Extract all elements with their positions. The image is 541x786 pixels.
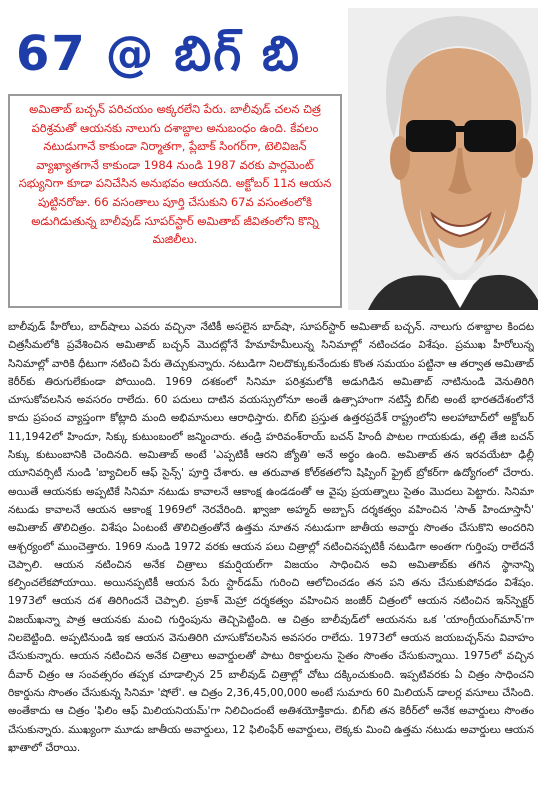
intro-box: అమితాబ్ బచ్చన్ పరిచయం అక్కరలేని పేరు. బాలీవుడ్ చలన చిత్ర పరిశ్రమతో ఆయనకు నాలుగు దశాబ్దాల అనుబంధం ఉంది. కేవలం నటుడుగానే కాకుండా నిర్మాతగా, ప్లేబాక్ సింగర్‌గా, టెలివిజన్ వ్యాఖ్యాతగానే కాకుండా 1984 నుండి 1987 వరకు పార్లమెంట్ సభ్యునిగా కూడా పనిచేసిన అనుభవం ఆయనది. అక్టోబర్ 11న ఆయన పుట్టినరోజు. 66 వసంతాలు పూర్తి చేసుకుని 67వ వసంతంలోకి అడుగిడుతున్న బాలీవుడ్ సూపర్‌స్టార్ అమితాబ్ జీవితంలోని కొన్ని మజిలీలు.	[8, 94, 342, 308]
article-body: బాలీవుడ్ హీరోలు, బాద్‌షాలు ఎవరు వచ్చినా నేటికీ అసలైన బాద్‌షా, సూపర్‌స్టార్ అమితాబ్ బచ్చన్. నాలుగు దశాబ్దాల కిందట చిత్రసీమలోకి ప్రవేశించిన అమితాబ్ బచ్చన్ మొదట్లోనే హేమాహేమీలున్న సినిమాల్లో నటించడం విశేషం. ప్రముఖ హీరోలున్న సినిమాల్లో వారికి ధీటుగా నటించి పేరు తెచ్చుకున్నారు. నటుడిగా నిలదొక్కుకునేందుకు కొంత సమయం పట్టినా ఆ తర్వాత అమితాబ్ కెరీర్‌కు తిరుగులేకుండా పోయింది. 1969 దశకంలో సినిమా పరిశ్రమలోకి అడుగిడిన అమితాబ్ నాటినుండి వెనుతిరిగి చూసుకోవలసిన అవసరం రాలేదు. 60 పదులు దాటిన వయస్సులోనూ అంతే ఉత్సాహంగా నటిస్తే బిగ్‌బి అంటే భారతదేశంలోనే కాదు ప్రపంచ వ్యాప్తంగా కోట్లాది మంది అభిమానులు ఆరాధిస్తారు. బిగ్‌బి ప్రస్తుత ఉత్తరప్రదేశ్ రాష్ట్రంలోని అలహాబాద్‌లో అక్టోబర్ 11,1942లో హిందూ, సిక్కు కుటుంబంలో జన్మించారు. తండ్రి హరివంశ్‌రాయ్ బచన్ హిందీ పాటల గాయకుడు, తల్లి తేజి బచన్ సిక్కు కుటుంబానికి చెందినది. అమితాబ్ అంటే 'ఎప్పటికీ ఆరని జ్యోతి' అనే అర్థం ఉంది. అమితాబ్ తన ఇరవయేటా ఢిల్లీ యూనివర్సిటీ నుండి 'బ్యాచిలర్ ఆఫ్ సైన్స్' పూర్తి చేశారు. ఆ తరువాత కోల్‌కతలోని షిప్పింగ్ ఫ్రైట్ బ్రోకర్‌గా ఉద్యోగంలో చేరారు. అయితే ఆయనకు అప్పటికే సినిమా నటుడు కావాలనే ఆకాంక్ష ఉండడంతో ఆ వైపు ప్రయత్నాలు సైతం మొదలు పెట్టారు. సినిమా నటుడు కావాలనే ఆయన ఆకాంక్ష 1969లో నెరవేరింది. ఖ్వాజా అహ్మద్ అబ్బాస్ దర్శకత్వం వహించిన 'సాత్ హిందూస్తానీ' అమితాబ్ తొలిచిత్రం. విశేషం ఏంటంటే తొలిచిత్రంతోనే ఉత్తమ నూతన నటుడుగా జాతీయ అవార్డు సొంతం చేసుకొని అందరిని ఆశ్చర్యంలో ముంచెత్తారు. 1969 నుండి 1972 వరకు ఆయన పలు చిత్రాల్లో నటించినప్పటికీ నటుడిగా అంతగా గుర్తింపు రాలేదనే చెప్పాలి. ఆయన నటించిన అనేక చిత్రాలు కమర్షియల్‌గా విజయం సాధించిన అవి అమితాబ్‌కు తగిన స్థానాన్ని కల్పించలేకపోయాయి. అయినప్పటికీ ఆయన పేరు స్టార్‌డమ్ గురించి ఆలోచించడం తన పని తను చేసుకుపోవడం విశేషం. 1973లో ఆయన దశ తిరిగిందనే చెప్పాలి. ప్రకాశ్ మెహ్రా దర్శకత్వం వహించిన జంజీర్ చిత్రంలో ఆయన నటించిన ఇన్‌స్పెక్టర్ విజయ్‌ఖన్నా పాత్ర ఆయనకు మంచి గుర్తింపును తెచ్చిపెట్టింది. ఆ చిత్రం బాలీవుడ్‌లో ఆయనను ఒక 'యాంగ్రీయంగ్‌మాన్'గా నిలబెట్టింది. అప్పటినుండి ఇక ఆయన వెనుతిరిగి చూసుకోవలసిన అవసరం రాలేదు. 1973లో ఆయన జయబచ్చన్‌ను వివాహం చేసుకున్నారు. ఆయన నటించిన అనేక చిత్రాలు అవార్డులతో పాటు రికార్డులను సైతం సొంతం చేసుకున్నాయి. 1975లో వచ్చిన దీవార్ చిత్రం ఆ సంవత్సరం తప్పక చూడాల్సిన 25 బాలీవుడ్ చిత్రాల్లో చోటు దక్కించుకుంది. ఇప్పటివరకు ఏ చిత్రం సాధించని రికార్డును సొంతం చేసుకున్న సినిమా 'షోలే'. ఆ చిత్రం 2,36,45,00,000 అంటే సుమారు 60 మిలియన్ డాలర్ల వసూలు చేసింది. అంతేకాదు ఆ చిత్రం 'ఫిలిం ఆఫ్ మిలియనియమ్'గా నిలిచిందంటే అతిశయోక్తికాదు. బిగ్‌బి తన కెరీర్‌లో అనేక అవార్డులు సొంతం చేసుకున్నారు. ముఖ్యంగా మూడు జాతీయ అవార్డులు, 12 ఫిలింఫేర్ అవార్డులు, లెక్కకు మించి ఉత్తమ నటుడు అవార్డులు ఆయన ఖాతాలో చేరాయి.	[8, 321, 534, 754]
portrait-photo	[348, 8, 538, 310]
page-title: 67 @ బిగ్ బి	[16, 26, 301, 82]
